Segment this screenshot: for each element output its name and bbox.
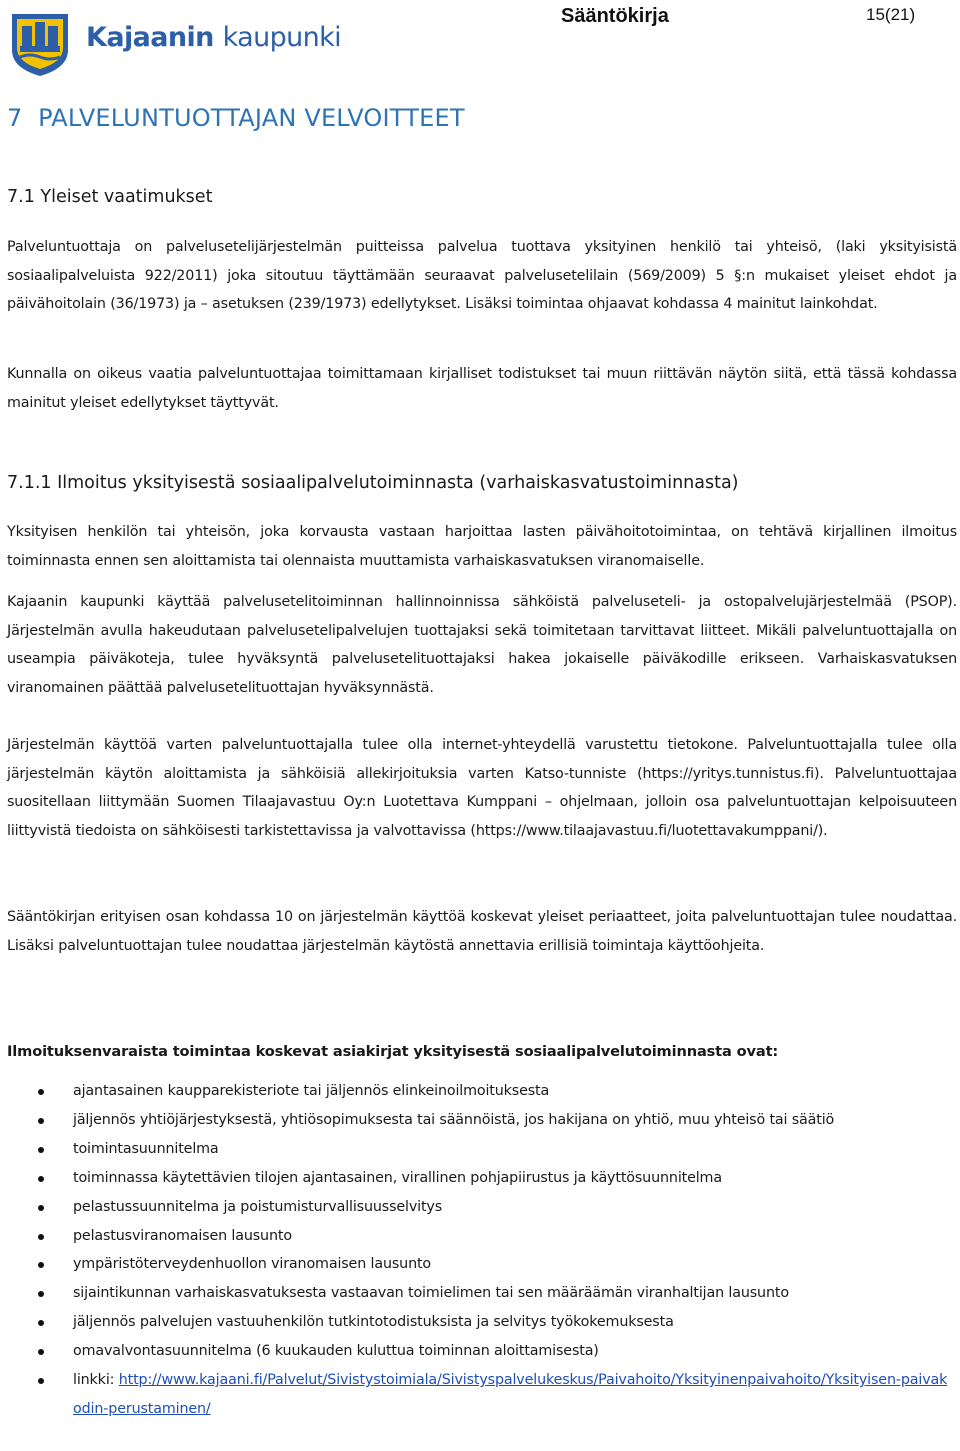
list-item: omavalvontasuunnitelma (6 kuukauden kuluttua toiminnan aloittamisesta) <box>0 1337 953 1366</box>
bullet-icon <box>38 1089 44 1095</box>
organization-name <box>86 22 341 53</box>
section-heading: 7 PALVELUNTUOTTAJAN VELVOITTEET <box>7 104 465 132</box>
bullet-icon <box>38 1176 44 1182</box>
list-item: toimintasuunnitelma <box>0 1135 953 1164</box>
list-item: jäljennös yhtiöjärjestyksestä, yhtiösopimuksesta tai säännöistä, jos hakijana on yhtiö, muu yhteisö tai säätiö <box>0 1106 953 1135</box>
bullet-icon <box>38 1234 44 1240</box>
bullet-icon <box>38 1118 44 1124</box>
org-name-light: kaupunki <box>222 22 342 53</box>
list-item: pelastusviranomaisen lausunto <box>0 1222 953 1251</box>
org-name-bold: Kajaanin <box>86 22 214 53</box>
kajaani-daycare-link[interactable]: http://www.kajaani.fi/Palvelut/Sivistystoimiala/Sivistyspalvelukeskus/Paivahoito/Yksityinenpaivahoito/Yksityisen-paivakodin-perustaminen/ <box>73 1372 948 1417</box>
subsubsection-heading: 7.1.1 Ilmoitus yksityisestä sosiaalipalvelutoiminnasta (varhaiskasvatustoiminnasta) <box>7 473 739 493</box>
list-item: pelastussuunnitelma ja poistumisturvallisuusselvitys <box>0 1193 953 1222</box>
bullet-icon <box>38 1291 44 1297</box>
bullet-icon <box>38 1262 44 1268</box>
bullet-icon <box>38 1147 44 1153</box>
list-item: toiminnassa käytettävien tilojen ajantasainen, virallinen pohjapiirustus ja käyttösuunnitelma <box>0 1164 953 1193</box>
bullet-icon <box>38 1205 44 1211</box>
paragraph-rulebook-reference: Sääntökirjan erityisen osan kohdassa 10 on järjestelmän käyttöä koskevat yleiset periaatteet, joita palveluntuottajan tulee noudattaa. Lisäksi palveluntuottajan tulee noudattaa järjestelmän käytöstä annettavia erillisiä toimintaja käyttöohjeita. <box>7 909 957 954</box>
page-number: 15(21) <box>866 5 916 24</box>
list-item: ympäristöterveydenhuollon viranomaisen lausunto <box>0 1250 953 1279</box>
list-item-link <box>0 1366 953 1424</box>
paragraph-system-requirements: Järjestelmän käyttöä varten palveluntuottajalla tulee olla internet-yhteydellä varustettu tietokone. Palveluntuottajalla tulee olla järjestelmän käytön aloittamista ja sähköisiä allekirjoituksia varten Katso-tunniste (https://yritys.tunnistus.fi). Palveluntuottajaa suositellaan liittymään Suomen Tilaajavastuu Oy:n Luotettava Kumppani – ohjelmaan, jolloin osa palveluntuottajan kelpoisuuteen liittyvistä tiedoista on sähköisesti tarkistettavissa ja valvottavissa (https://www.tilaajavastuu.fi/luotettavakumppani/). <box>7 737 957 839</box>
subsection-heading: 7.1 Yleiset vaatimukset <box>7 187 213 207</box>
paragraph-notification-duty: Yksityisen henkilön tai yhteisön, joka korvausta vastaan harjoittaa lasten päivähoitotoimintaa, on tehtävä kirjallinen ilmoitus toiminnasta ennen sen aloittamista tai olennaista muuttamista varhaiskasvatuksen viranomaiselle. <box>7 524 957 569</box>
list-item: ajantasainen kaupparekisteriote tai jäljennös elinkeinoilmoituksesta <box>0 1077 953 1106</box>
list-item: sijaintikunnan varhaiskasvatuksesta vastaavan toimielimen tai sen määräämän viranhaltijan lausunto <box>0 1279 953 1308</box>
bullet-icon <box>38 1320 44 1326</box>
document-title: Sääntökirja <box>561 5 669 27</box>
bullet-icon <box>38 1349 44 1355</box>
documents-list-heading: Ilmoituksenvaraista toimintaa koskevat asiakirjat yksityisestä sosiaalipalvelutoiminnasta ovat: <box>7 1043 779 1060</box>
kajaani-crest-logo <box>8 6 72 78</box>
paragraph-psop-system: Kajaanin kaupunki käyttää palvelusetelitoiminnan hallinnoinnissa sähköistä palveluseteli- ja ostopalvelujärjestelmää (PSOP). Järjestelmän avulla hakeudutaan palvelusetelipalvelujen tuottajaksi sekä toimitetaan tarvittavat liitteet. Mikäli palveluntuottajalla on useampia päiväkoteja, tulee hyväksyntä palvelusetelituottajaksi hakea jokaiselle päiväkodille erikseen. Varhaiskasvatuksen viranomainen päättää palvelusetelituottajan hyväksynnästä. <box>7 594 957 696</box>
paragraph-municipality-right: Kunnalla on oikeus vaatia palveluntuottajaa toimittamaan kirjalliset todistukset tai muun riittävän näytön siitä, että tässä kohdassa mainitut yleiset edellytykset täyttyvät. <box>7 366 957 411</box>
bullet-icon <box>38 1378 44 1384</box>
required-documents-list <box>0 1077 960 1424</box>
list-item: jäljennös palvelujen vastuuhenkilön tutkintotodistuksista ja selvitys työkokemuksesta <box>0 1308 953 1337</box>
link-label: linkki: <box>73 1372 119 1389</box>
paragraph-provider-definition: Palveluntuottaja on palvelusetelijärjestelmän puitteissa palvelua tuottava yksityinen henkilö tai yhteisö, (laki yksityisistä sosiaalipalveluista 922/2011) joka sitoutuu täyttämään seuraavat palvelusetelilain (569/2009) 5 §:n mukaiset yleiset ehdot ja päivähoitolain (36/1973) ja – asetuksen (239/1973) edellytykset. Lisäksi toimintaa ohjaavat kohdassa 4 mainitut lainkohdat. <box>7 239 957 313</box>
